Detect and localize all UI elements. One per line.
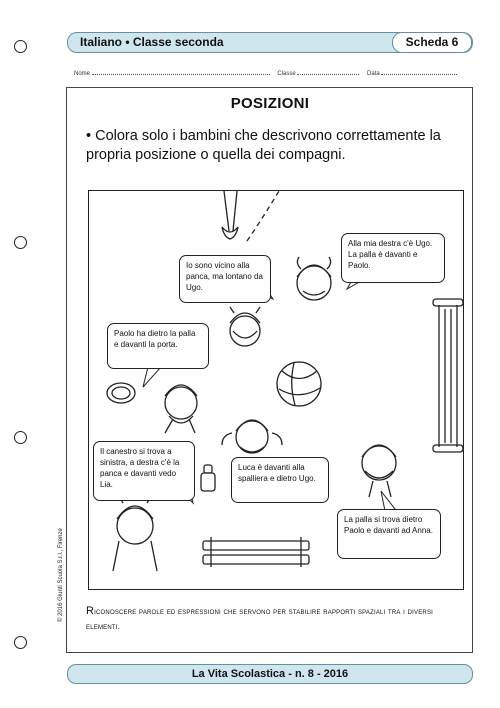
- date-field[interactable]: [381, 69, 457, 75]
- copyright-text: © 2016 Giunti Scuola S.r.l., Firenze: [58, 528, 64, 622]
- child-luca: [230, 307, 260, 346]
- subject-label: Italiano • Classe seconda: [80, 35, 224, 49]
- bottle: [201, 465, 215, 491]
- name-field[interactable]: [92, 69, 270, 75]
- date-label: Data: [367, 71, 380, 77]
- speech-bubble-6: La palla si trova dietro Paolo e davanti ad Anna.: [337, 509, 441, 559]
- child-ugo: [297, 257, 331, 300]
- child-paolo: [165, 385, 197, 433]
- child-anna: [362, 445, 396, 497]
- ball: [277, 362, 321, 406]
- speech-bubble-5: Luca è davanti alla spalliera e dietro Ugo.: [231, 457, 329, 503]
- child-lia: [222, 420, 282, 453]
- speech-bubble-2: Alla mia destra c'è Ugo. La palla è davanti e Paolo.: [341, 233, 445, 283]
- binder-hole: [14, 636, 27, 649]
- class-field[interactable]: [297, 69, 359, 75]
- hoop-ring: [107, 383, 135, 403]
- binder-hole: [14, 40, 27, 53]
- binder-hole: [14, 431, 27, 444]
- child-bottom-left: [113, 493, 157, 571]
- instruction-text: • Colora solo i bambini che descrivono correttamente la propria posizione o quella dei compagni.: [86, 128, 441, 163]
- sheet-label: Scheda 6: [392, 32, 472, 53]
- speech-bubble-3: Paolo ha dietro la palla e davanti la porta.: [107, 323, 209, 369]
- bench: [203, 537, 309, 567]
- student-fields: [74, 69, 470, 77]
- class-label: Classe: [277, 71, 296, 77]
- gym-scene: [88, 190, 464, 590]
- objective-text: Riconoscere parole ed espressioni che servono per stabilire rapporti spaziali tra i diversi elementi.: [86, 605, 434, 631]
- speech-bubble-1: Io sono vicino alla panca, ma lontano da Ugo.: [179, 255, 271, 303]
- footer-bar: La Vita Scolastica - n. 8 - 2016: [67, 664, 473, 684]
- speech-bubble-4: Il canestro si trova a sinistra, a destra c'è la panca e davanti vedo Lia.: [93, 441, 195, 501]
- wall-bars: [433, 299, 463, 452]
- binder-hole: [14, 236, 27, 249]
- header-bar: [67, 32, 473, 53]
- page-title: POSIZIONI: [230, 95, 310, 112]
- name-label: Nome: [74, 71, 91, 77]
- basket-hoop: [222, 191, 238, 239]
- court-line: [247, 191, 279, 241]
